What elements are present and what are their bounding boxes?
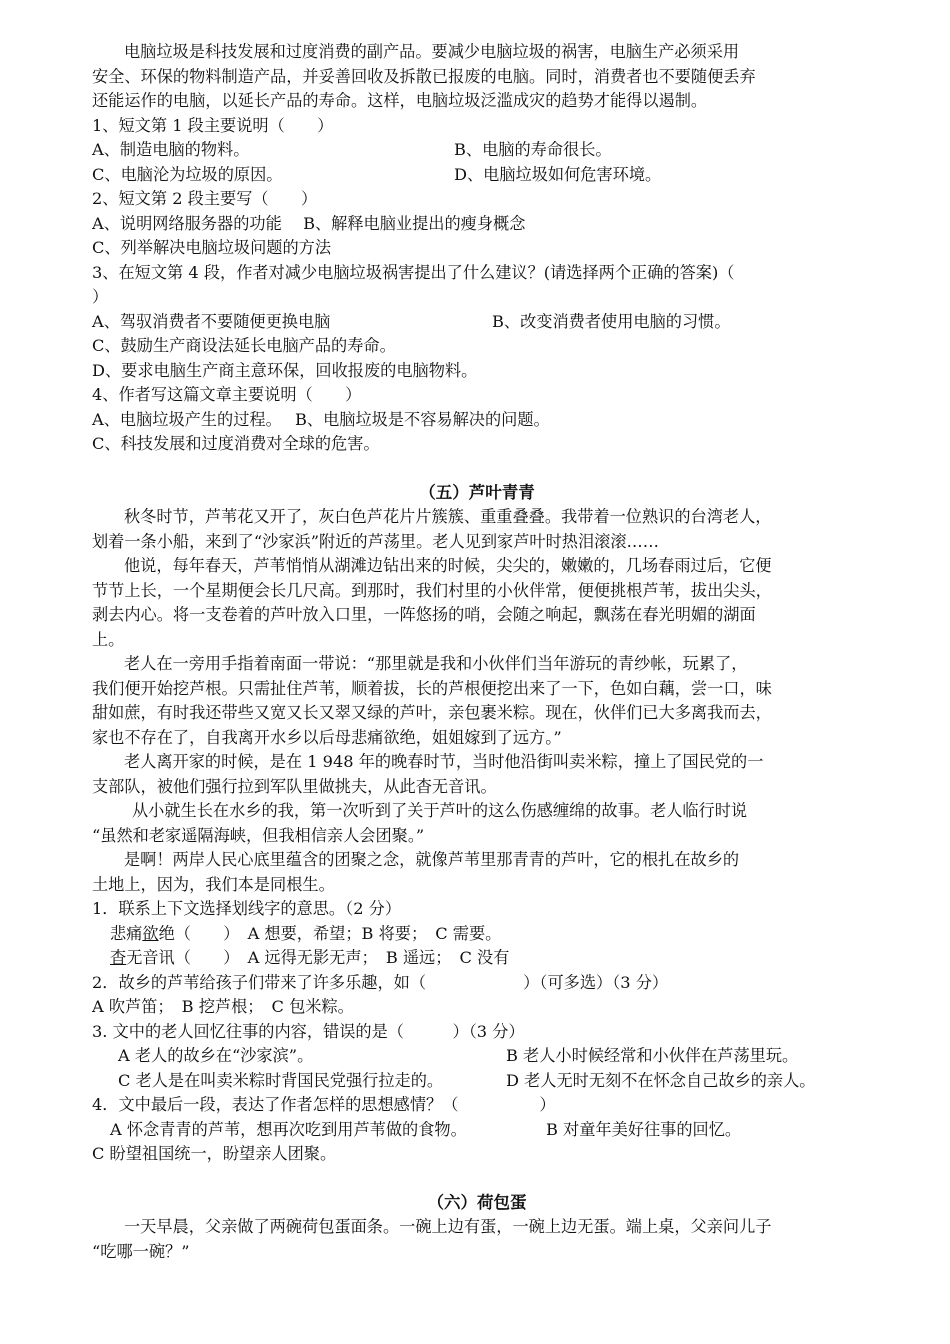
- question-3-option-c: C、鼓励生产商设法延长电脑产品的寿命。: [92, 336, 396, 355]
- paragraph-line: 老人在一旁用手指着南面一带说：“那里就是我和小伙伴们当年游玩的青纱帐，玩累了，: [124, 654, 748, 673]
- option-a: A 怀念青青的芦苇，想再次吃到用芦苇做的食物。: [110, 1119, 467, 1139]
- word-prefix: 悲痛: [110, 923, 143, 943]
- word-suffix: 绝（ ） A 想要，希望；B 将要； C 需要。: [158, 923, 502, 943]
- option-b: B 老人小时候经常和小伙伴在芦荡里玩。: [506, 1046, 799, 1065]
- section-6-title: （六）荷包蛋: [427, 1192, 527, 1212]
- option-c: C 老人是在叫卖米粽时背国民党强行拉走的。: [118, 1070, 444, 1090]
- paragraph-line: 从小就生长在水乡的我，第一次听到了关于芦叶的这么伤感缠绵的故事。老人临行时说: [132, 801, 748, 820]
- word-suffix: 无音讯（ ） A 远得无影无声； B 遥远； C 没有: [126, 948, 510, 967]
- question-4-options-ab: A、电脑垃圾产生的过程。 B、电脑垃圾是不容易解决的问题。: [92, 409, 550, 429]
- s5-question-2-stem: 2．故乡的芦苇给孩子们带来了许多乐趣，如（ ）（可多选）（3 分）: [92, 972, 669, 992]
- s5-question-3-options-cd: [92, 1069, 862, 1094]
- paragraph-line: 甜如蔗，有时我还带些又宽又长又翠又绿的芦叶，亲包裹米粽。现在，伙伴们已大多离我而去，: [92, 703, 772, 722]
- underlined-char: 欲: [142, 923, 159, 943]
- underlined-char: 杳: [110, 948, 127, 967]
- question-1-options-cd: [92, 163, 862, 188]
- s5-question-4-options-ab: [92, 1118, 862, 1143]
- question-3-options-ab: [92, 310, 862, 335]
- question-3-option-d: D、要求电脑生产商主意环保，回收报废的电脑物料。: [92, 360, 478, 380]
- question-3-stem-end: ）: [92, 287, 109, 306]
- question-1-stem: 1、短文第 1 段主要说明（ ）: [92, 115, 334, 135]
- paragraph-line: 是啊！两岸人民心底里蕴含的团聚之念，就像芦苇里那青青的芦叶，它的根扎在故乡的: [124, 850, 740, 869]
- paragraph-line: 节节上长，一个星期便会长几尺高。到那时，我们村里的小伙伴常，便便挑根芦苇，拔出尖头，: [92, 580, 772, 600]
- question-2-options-ab: A、说明网络服务器的功能 B、解释电脑业提出的瘦身概念: [92, 213, 526, 233]
- question-2-option-c: C、列举解决电脑垃圾问题的方法: [92, 238, 332, 257]
- paragraph-line: 我们便开始挖芦根。只需扯住芦苇，顺着拔，长的芦根便挖出来了一下，色如白藕，尝一口，味: [92, 678, 772, 698]
- option-b: B、电脑的寿命很长。: [454, 140, 612, 159]
- question-4-option-c: C、科技发展和过度消费对全球的危害。: [92, 434, 380, 453]
- paragraph-line: 上。: [92, 629, 125, 649]
- intro-line: 安全、环保的物料制造产品，并妥善回收及拆散已报废的电脑。同时，消费者也不要随便丢弃: [92, 66, 756, 86]
- s5-question-4-stem: 4．文中最后一段，表达了作者怎样的思想感情？（ ）: [92, 1095, 556, 1114]
- paragraph-line: 土地上，因为，我们本是同根生。: [92, 874, 335, 894]
- s5-question-1-word-2: [92, 946, 862, 971]
- paragraph-line: 划着一条小船，来到了“沙家浜”附近的芦荡里。老人见到家芦叶时热泪滚滚……: [92, 531, 659, 551]
- option-b: B、改变消费者使用电脑的习惯。: [492, 311, 731, 331]
- intro-line: 还能运作的电脑，以延长产品的寿命。这样，电脑垃圾泛滥成灾的趋势才能得以遏制。: [92, 91, 708, 110]
- paragraph-line: 家也不存在了，自我离开水乡以后母悲痛欲绝，姐姐嫁到了远方。”: [92, 727, 562, 747]
- s5-question-1-word-1: [92, 922, 862, 947]
- paragraph-line: 支部队，被他们强行拉到军队里做挑夫，从此杳无音讯。: [92, 776, 497, 796]
- paragraph-line: 老人离开家的时候，是在 1 948 年的晚春时节，当时他沿街叫卖米粽，撞上了国民党的一: [124, 752, 764, 771]
- option-a: A、制造电脑的物料。: [92, 140, 250, 159]
- question-2-stem: 2、短文第 2 段主要写（ ）: [92, 189, 318, 208]
- paragraph-line: “虽然和老家遥隔海峡，但我相信亲人会团聚。”: [92, 825, 425, 845]
- section-5-title: （五）芦叶青青: [419, 482, 535, 502]
- paragraph-line: 剥去内心。将一支卷着的芦叶放入口里，一阵悠扬的哨，会随之响起，飘荡在春光明媚的湖面: [92, 605, 756, 624]
- question-3-stem: 3、在短文第 4 段，作者对减少电脑垃圾祸害提出了什么建议？(请选择两个正确的答案)（: [92, 262, 735, 282]
- s5-question-2-options: A 吹芦笛； B 挖芦根； C 包米粽。: [92, 997, 354, 1016]
- s5-question-3-options-ab: [92, 1044, 862, 1069]
- s5-question-4-option-c: C 盼望祖国统一，盼望亲人团聚。: [92, 1144, 337, 1163]
- s5-question-3-stem: 3. 文中的老人回忆往事的内容，错误的是（ ）（3 分）: [92, 1021, 525, 1041]
- document-page: [92, 40, 862, 1264]
- option-a: A、驾驭消费者不要随便更换电脑: [92, 311, 331, 331]
- question-1-options-ab: [92, 138, 862, 163]
- paragraph-line: 秋冬时节，芦苇花又开了，灰白色芦花片片簇簇、重重叠叠。我带着一位熟识的台湾老人，: [124, 507, 772, 526]
- option-c: C、电脑沦为垃圾的原因。: [92, 164, 283, 184]
- paragraph-line: 一天早晨，父亲做了两碗荷包蛋面条。一碗上边有蛋，一碗上边无蛋。端上桌，父亲问儿子: [124, 1217, 772, 1236]
- s5-question-1-stem: 1．联系上下文选择划线字的意思。（2 分）: [92, 899, 402, 918]
- intro-line: 电脑垃圾是科技发展和过度消费的副产品。要减少电脑垃圾的祸害，电脑生产必须采用: [124, 42, 740, 61]
- option-d: D、电脑垃圾如何危害环境。: [454, 164, 662, 184]
- option-d: D 老人无时无刻不在怀念自己故乡的亲人。: [506, 1070, 816, 1090]
- option-b: B 对童年美好往事的回忆。: [546, 1119, 742, 1139]
- paragraph-line: 他说，每年春天，芦苇悄悄从湖滩边钻出来的时候，尖尖的，嫩嫩的，几场春雨过后，它便: [124, 556, 772, 575]
- paragraph-line: “吃哪一碗？”: [92, 1241, 190, 1261]
- option-a: A 老人的故乡在“沙家滨”。: [118, 1046, 314, 1065]
- question-4-stem: 4、作者写这篇文章主要说明（ ）: [92, 385, 362, 404]
